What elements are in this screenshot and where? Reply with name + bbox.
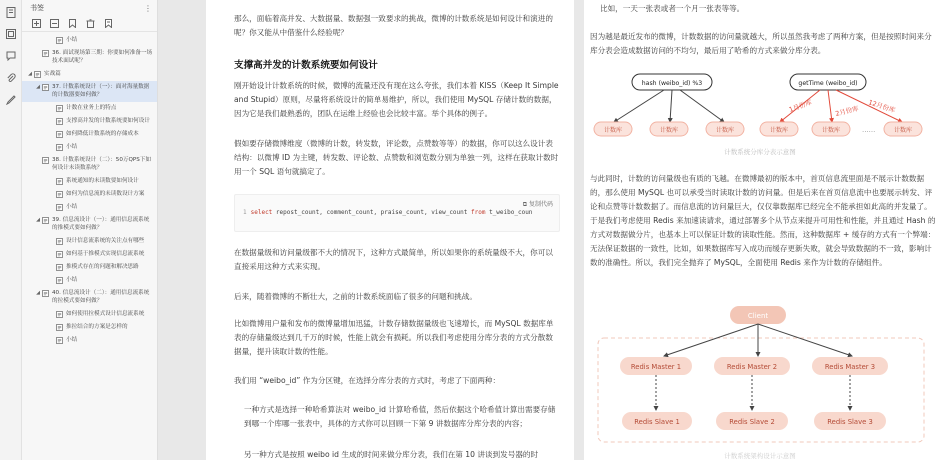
hash-box <box>632 74 712 90</box>
db-node-time-2 <box>812 122 850 136</box>
bookmark-page-icon <box>56 311 63 318</box>
bookmark-label: 计数在业务上的特点 <box>66 105 117 111</box>
bookmark-item[interactable] <box>22 214 157 235</box>
figure2-caption: 计数系统架构设计示意图 <box>724 452 796 460</box>
redis-master-label: Redis Master 1 <box>630 363 682 371</box>
intro-paragraph: 那么，面临着高并发、大数据量、数据强一致要求的挑战，微博的计数系统是如何设计和演进的呢？你又能从中借鉴什么经验呢？ <box>234 14 553 37</box>
thumbnail-icon[interactable] <box>5 28 17 40</box>
code-block <box>234 194 560 232</box>
db-node-label: 计数库 <box>821 127 841 134</box>
bookmark-item[interactable] <box>22 128 157 141</box>
bookmark-page-icon <box>56 251 63 258</box>
bookmark-page-icon <box>56 105 63 112</box>
hash-label: hash (weibo_id) %3 <box>641 80 703 87</box>
right-paragraph-2: 与此同时，计数的访问量级也有质的飞越。在微博最初的版本中，首页信息流里面是不展示计数数据的，那么使用 MySQL 也可以承受当时读取计数的访问量。但是后来在首页信息流中也要展示转发、评论和点赞等计数数据了。而信息流的访问量巨大，仅仅靠数据库已经完全不能承担如此高的并发量了。于是我们考虑使用 Redis 来加速读请求，通过部署多个从节点来提升可用性和性能，并且通过 Hash 的方式对数据做分片，也基本上可以保证计数的读取性能。然而，这种数据库 + 缓存的方式有一个弊端：无法保证数据的一致性，比如，如果数据库写入成功而缓存更新失败，就会导致数据的不一致，影响计数的准确性。所以，我们完全抛弃了 MySQL，全面使用 Redis 来作为计数的存储组件。 <box>590 174 936 267</box>
bookmark-page-icon <box>56 277 63 284</box>
db-node-time-12 <box>884 122 922 136</box>
tool-rail <box>0 0 22 460</box>
bookmark-page-icon <box>42 290 49 297</box>
bookmark-item[interactable] <box>22 175 157 188</box>
bookmark-label: 小结 <box>66 277 78 283</box>
expand-all-icon[interactable] <box>32 19 41 28</box>
bookmark-label: 如何基于推模式实现信息流系统 <box>66 251 145 257</box>
bookmark-item[interactable] <box>22 34 157 47</box>
bookmark-item[interactable] <box>22 141 157 154</box>
bookmark-label: 实战篇 <box>44 71 61 77</box>
bookmark-page-icon <box>56 144 63 151</box>
right-paragraph-1: 因为越是最近发布的微博，计数数据的访问量就越大，所以虽然我考虑了两种方案，但是按照时间来分库分表会造成数据访问的不均匀，最后用了哈希的方式来做分库分表。 <box>590 32 932 55</box>
bookmark-label: 推模式存在的问题和解决思路 <box>66 264 139 270</box>
db-node-time-1 <box>760 122 798 136</box>
delete-bookmark-icon[interactable] <box>86 19 95 28</box>
bookmark-label: 小结 <box>66 37 78 43</box>
annotation-month-12: 12月份库 <box>867 98 897 115</box>
panel-title: 书签 <box>30 4 44 12</box>
bookmark-page-icon <box>56 204 63 211</box>
section-heading: 支撑高并发的计数系统要如何设计 <box>234 60 378 71</box>
paragraph-3: 在数据量级和访问量级都不大的情况下，这种方式最简单，所以如果你的系统量级不大，你可以直接采用这种方式来实现。 <box>234 248 553 271</box>
bookmark-item[interactable] <box>22 188 157 201</box>
bookmark-label: 支撑高并发的计数系统要如何设计 <box>66 118 150 124</box>
client-node <box>730 306 786 324</box>
gettime-label: getTime (weibo_id) <box>798 80 858 87</box>
redis-slave-2 <box>716 412 788 430</box>
document-page-right <box>584 0 942 460</box>
db-node-label: 计数库 <box>769 127 789 134</box>
paragraph-2: 假如要存储微博维度（微博的计数，转发数，评论数，点赞数等等）的数据，你可以这么设计表结构：以微博 ID 为主键，转发数、评论数、点赞数和浏览数分别为单独一列，这样在获取计数时用一个 SQL 语句就搞定了。 <box>234 139 559 176</box>
code-line <box>243 209 532 216</box>
bookmark-page-icon <box>42 217 49 224</box>
bookmark-page-icon <box>56 191 63 198</box>
sharding-diagram <box>584 64 942 164</box>
bookmark-page-icon <box>42 157 49 164</box>
bookmark-item[interactable] <box>22 308 157 321</box>
db-node-label: 计数库 <box>603 127 623 134</box>
bookmark-label: 如何降低计数系统的存储成本 <box>66 131 139 137</box>
bookmark-page-icon <box>56 324 63 331</box>
bookmark-page-icon <box>34 71 41 78</box>
bookmark-item[interactable] <box>22 248 157 261</box>
redis-master-1 <box>620 357 692 375</box>
bookmark-item[interactable] <box>22 235 157 248</box>
paragraph-6: 我们用 “weibo_id” 作为分区键，在选择分库分表的方式时，考虑了下面两种： <box>234 376 501 385</box>
copy-code-button[interactable] <box>523 199 553 209</box>
redis-slave-3 <box>814 412 886 430</box>
panel-menu-icon[interactable]: ⋮ <box>144 3 151 13</box>
bookmark-label: 36. 面试现场第三期：你要如何准备一场技术面试呢？ <box>52 50 153 64</box>
figure1-caption: 计数系统分库分表示意图 <box>724 148 796 156</box>
paragraph-4: 后来，随着微博的不断壮大，之前的计数系统面临了很多的问题和挑战。 <box>234 292 477 301</box>
bookmark-item[interactable] <box>22 102 157 115</box>
bookmark-page-icon <box>56 131 63 138</box>
gettime-box <box>790 74 866 90</box>
bookmark-item[interactable] <box>22 274 157 287</box>
redis-slave-label: Redis Slave 2 <box>729 418 775 426</box>
bookmark-label: 37. 计数系统设计（一）：面对海量数据的计数器要如何做？ <box>52 84 150 98</box>
annotation-month-2: 2月份库 <box>834 104 860 118</box>
bookmark-item[interactable] <box>22 261 157 274</box>
bookmark-label: 推拉结合的方案是怎样的 <box>66 324 128 330</box>
expanded-triangle-icon[interactable]: ◢ <box>36 217 40 223</box>
code-keyword-from: from <box>471 209 486 216</box>
bookmark-label: 39. 信息流设计（一）：通用信息流系统的推模式要如何做？ <box>52 217 150 231</box>
redis-slave-1 <box>622 412 692 430</box>
bookmark-label: 40. 信息流设计（二）：通用信息流系统的拉模式要如何做？ <box>52 290 150 304</box>
paragraph-7: 一种方式是选择一种哈希算法对 weibo_id 计算哈希值，然后依据这个哈希值计算出需要存储到哪一个库哪一张表中，具体的方式你可以回顾一下第 9 讲数据库分库分表的内容； <box>244 405 556 428</box>
redis-master-label: Redis Master 2 <box>726 363 778 371</box>
bookmark-item[interactable] <box>22 81 157 102</box>
bookmark-page-icon <box>56 178 63 185</box>
expanded-triangle-icon[interactable]: ◢ <box>28 71 32 77</box>
bookmark-label: 小结 <box>66 204 78 210</box>
redis-slave-label: Redis Slave 1 <box>634 418 680 426</box>
redis-slave-label: Redis Slave 3 <box>827 418 873 426</box>
paragraph-5: 比如微博用户量和发布的微博量增加迅猛，计数存储数据量级也飞速增长，而 MySQL 数据库单表的存储量级达到几千万的时候，性能上就会有损耗。所以我们考虑使用分库分表的方式分散数据量，提升读取计数的性能。 <box>234 319 554 356</box>
redis-master-3 <box>812 357 888 375</box>
collapse-all-icon[interactable] <box>50 19 59 28</box>
bookmark-panel-icon[interactable] <box>5 6 17 18</box>
code-columns: repost_count, comment_count, praise_count, view_count <box>272 209 471 216</box>
redis-master-2 <box>714 357 790 375</box>
bookmark-item[interactable] <box>22 201 157 214</box>
bookmark-page-icon <box>56 264 63 271</box>
copy-label: 复制代码 <box>528 201 553 208</box>
bookmark-item[interactable] <box>22 287 157 308</box>
comment-icon[interactable] <box>5 50 17 62</box>
redis-architecture-diagram <box>584 300 942 460</box>
bookmark-item[interactable] <box>22 68 157 81</box>
redis-master-label: Redis Master 3 <box>824 363 876 371</box>
bookmark-label: 如何为信息流的未读数设计方案 <box>66 191 145 197</box>
bookmark-item[interactable] <box>22 334 157 347</box>
client-label: Client <box>747 312 769 320</box>
document-page-left <box>206 0 574 460</box>
bookmark-toolbar <box>22 16 157 32</box>
bookmark-label: 38. 计数系统设计（二）：50万QPS下如何设计未读数系统？ <box>52 157 152 171</box>
db-node-label: 计数库 <box>893 127 913 134</box>
db-node-hash-2 <box>650 122 688 136</box>
bookmark-label: 设计信息流系统的关注点有哪些 <box>66 238 145 244</box>
bookmark-item[interactable] <box>22 321 157 334</box>
db-node-hash-3 <box>706 122 744 136</box>
bookmark-label: 系统通知的未读数要如何设计 <box>66 178 139 184</box>
top-line: 比如，一天一张表或者一个月一张表等等。 <box>600 4 745 13</box>
code-line-number: 1 <box>243 209 247 216</box>
add-bookmark-icon[interactable] <box>68 19 77 28</box>
bookmark-page-icon <box>56 337 63 344</box>
copy-icon: ⧉ <box>522 201 529 208</box>
bookmark-panel <box>22 0 158 460</box>
bookmark-page-icon <box>56 37 63 44</box>
bookmark-page-icon <box>56 238 63 245</box>
db-node-hash-1 <box>594 122 632 136</box>
db-node-label: 计数库 <box>659 127 679 134</box>
bookmark-item[interactable] <box>22 154 157 175</box>
bookmark-page-icon <box>42 84 49 91</box>
bookmark-properties-icon[interactable] <box>104 19 113 28</box>
expanded-triangle-icon[interactable]: ◢ <box>36 84 40 90</box>
bookmark-label: 如何使用拉模式设计信息流系统 <box>66 311 145 317</box>
attachment-icon[interactable] <box>5 72 17 84</box>
bookmark-label: 小结 <box>66 337 78 343</box>
bookmark-item[interactable] <box>22 47 157 68</box>
paragraph-8: 另一种方式是按照 weibo id 生成的时间来做分库分表，我们在第 10 讲谈到发号器的时 <box>244 450 539 459</box>
db-node-label: 计数库 <box>715 127 735 134</box>
code-keyword-select: select <box>250 209 273 216</box>
bookmark-page-icon <box>56 118 63 125</box>
bookmark-label: 小结 <box>66 144 78 150</box>
ellipsis: ...... <box>862 126 876 134</box>
bookmark-list <box>22 32 157 347</box>
code-table: t_weibo_coun <box>485 209 533 216</box>
signature-icon[interactable] <box>5 94 17 106</box>
bookmark-page-icon <box>42 50 49 57</box>
bookmark-item[interactable] <box>22 115 157 128</box>
paragraph-1: 刚开始设计计数系统的时候，微博的流量还没有现在这么夸张，我们本着 KISS（Keep It Simple and Stupid）原则，尽量将系统设计的简单易维护，所以，我们使用 MySQL 存储计数的数据，因为它是我们最熟悉的，团队在运维上经验也会比较丰富。举个具体的例子。 <box>234 81 559 118</box>
annotation-month-1: 1月份库 <box>787 98 813 114</box>
document-viewer[interactable] <box>158 0 942 460</box>
expanded-triangle-icon[interactable]: ◢ <box>36 290 40 296</box>
panel-header <box>22 0 157 16</box>
